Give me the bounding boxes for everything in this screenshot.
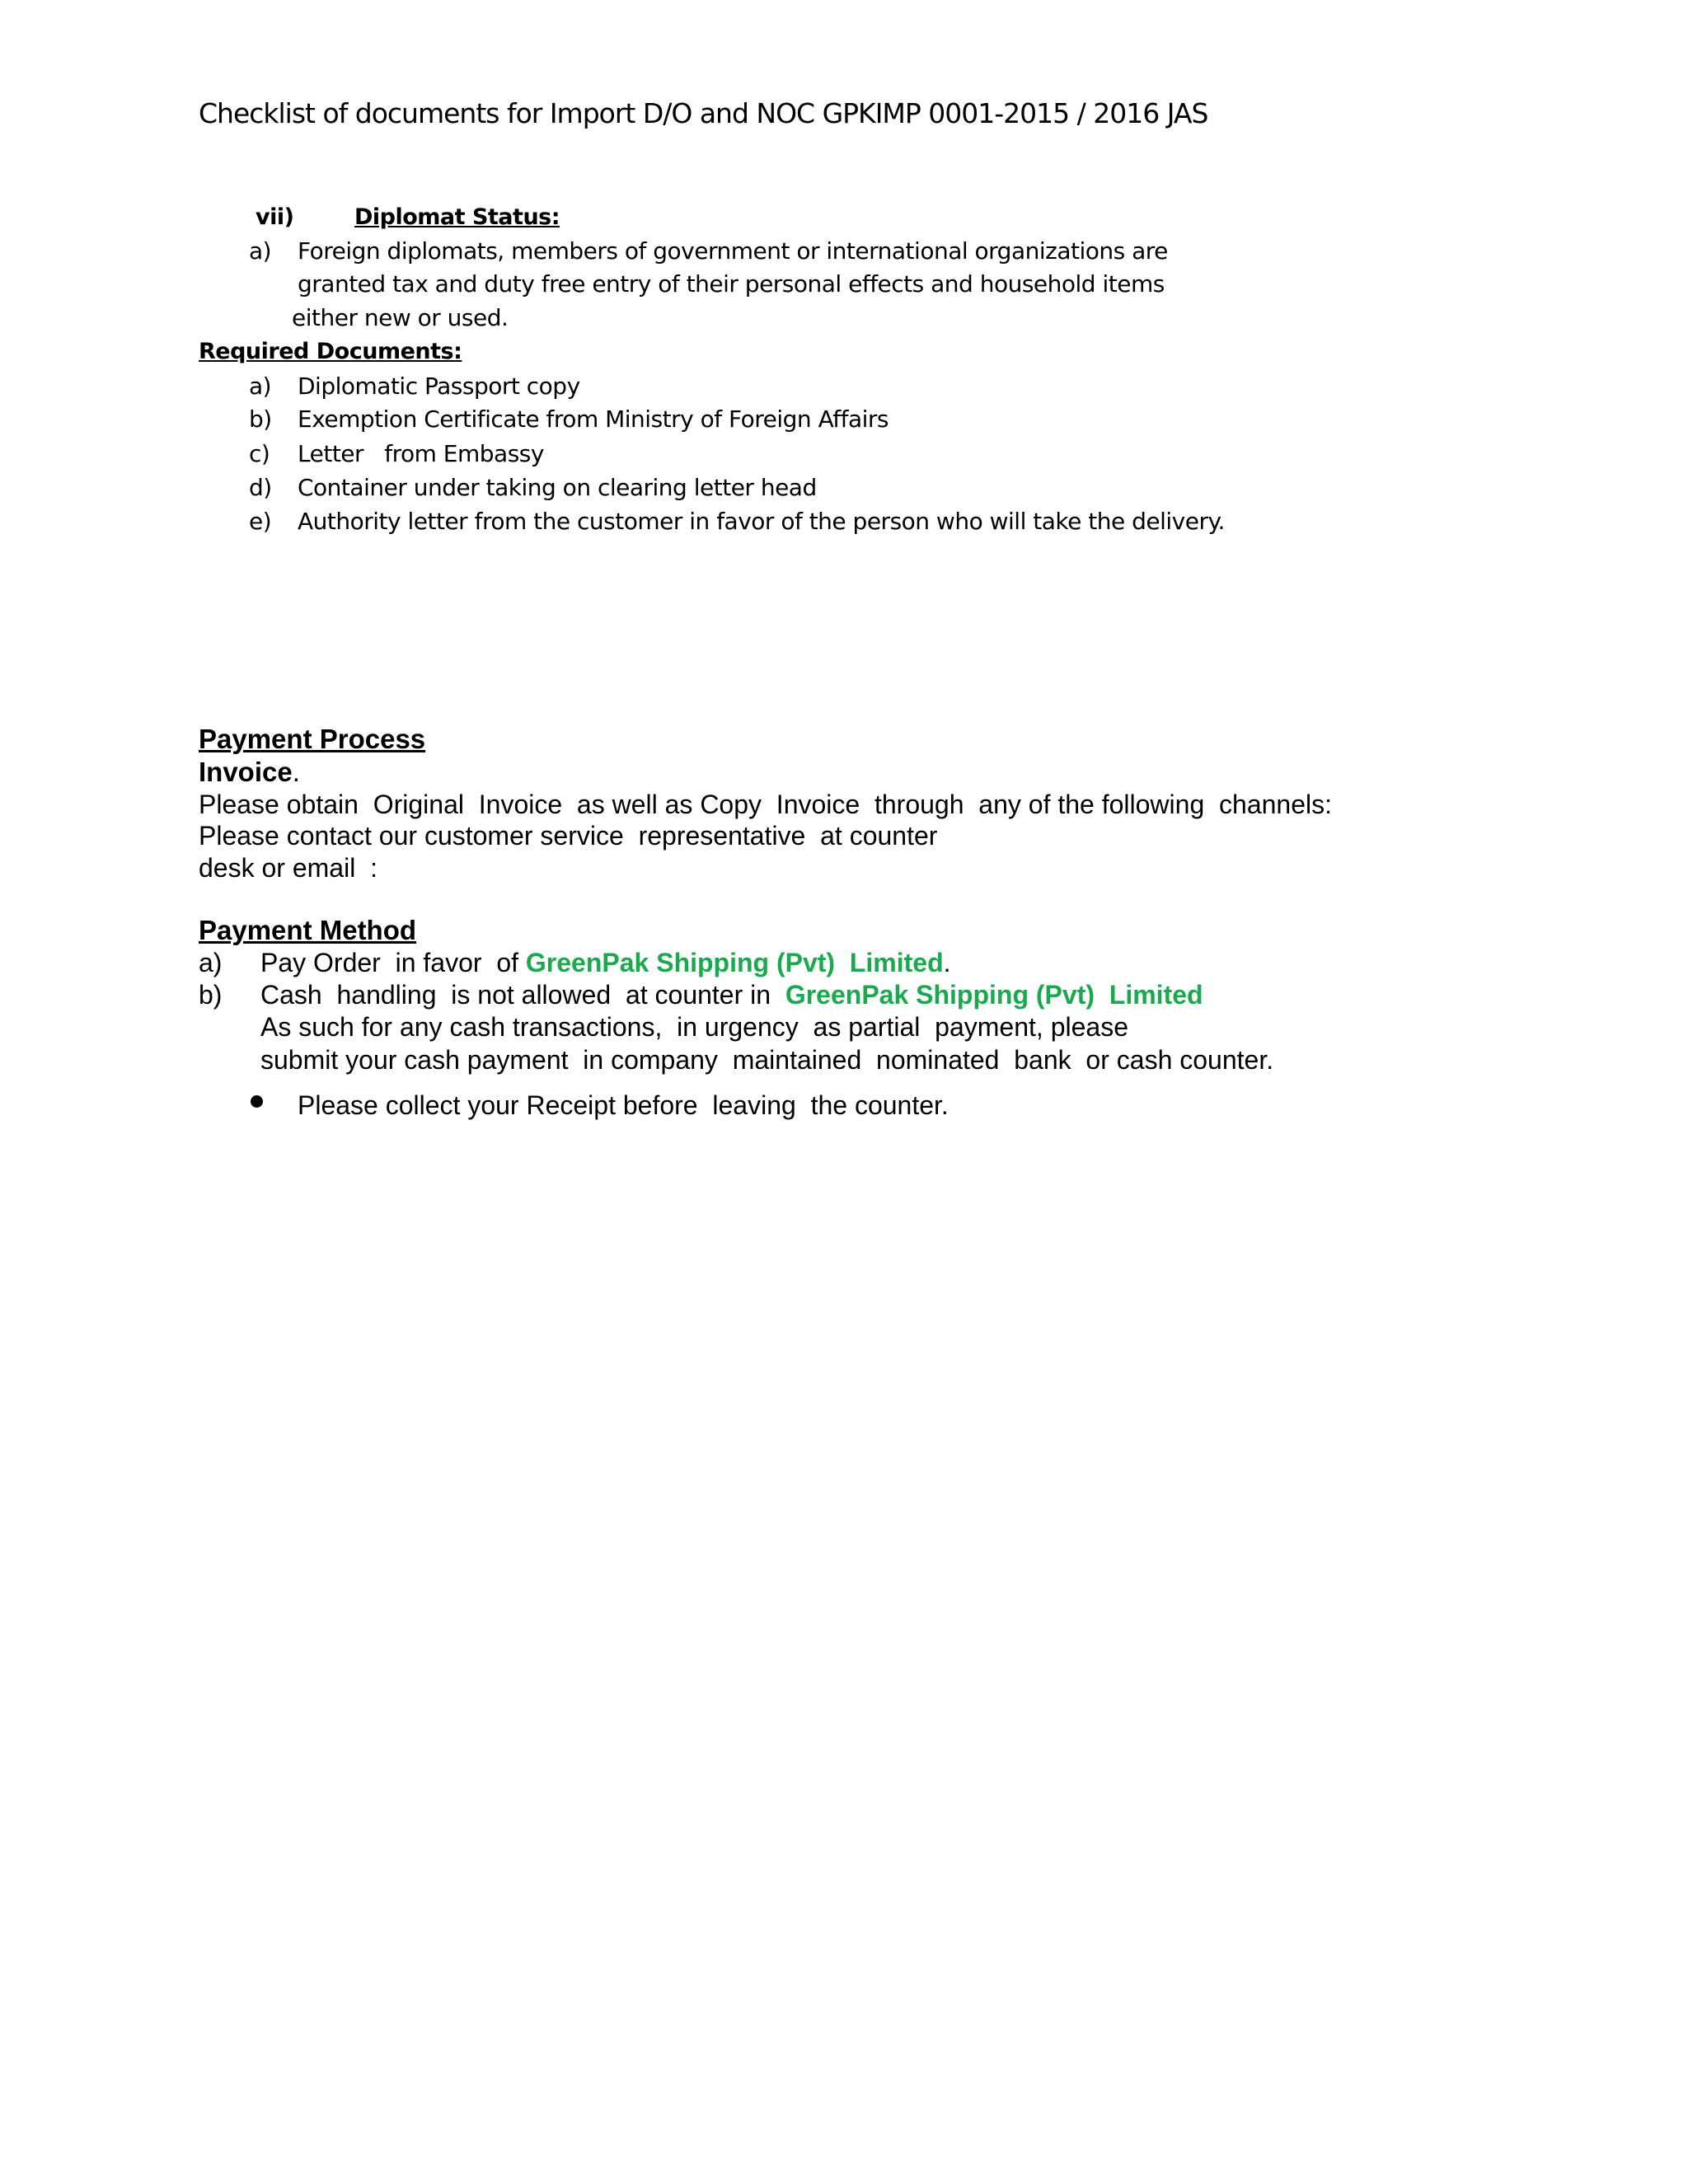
- section-heading-diplomat-status: Diplomat Status:: [354, 204, 560, 230]
- list-item: Authority letter from the customer in favor of the person who will take the delivery.: [298, 508, 1225, 535]
- company-name: GreenPak Shipping (Pvt) Limited: [785, 980, 1203, 1010]
- paragraph-line: submit your cash payment in company maintained nominated bank or cash counter.: [260, 1045, 1274, 1075]
- paragraph-line: desk or email :: [199, 853, 377, 883]
- section-heading-required-documents: Required Documents:: [199, 339, 462, 364]
- paragraph-line: As such for any cash transactions, in urgency as partial payment, please: [260, 1012, 1128, 1042]
- list-marker: b): [249, 405, 272, 433]
- paragraph-line: Please obtain Original Invoice as well as Copy Invoice through any of the following channels:: [199, 790, 1332, 819]
- payment-item-a: [260, 948, 951, 978]
- diplomat-text-line: either new or used.: [292, 304, 509, 331]
- invoice-heading-text: Invoice: [199, 757, 293, 787]
- bullet-item: Please collect your Receipt before leaving the counter.: [298, 1090, 949, 1120]
- list-marker: a): [249, 237, 272, 265]
- list-marker: b): [199, 980, 223, 1010]
- bullet-icon: [251, 1095, 263, 1108]
- paragraph-line: Please contact our customer service representative at counter: [199, 821, 938, 851]
- payment-item-b-text: Cash handling is not allowed at counter in: [260, 980, 785, 1010]
- diplomat-text-line: Foreign diplomats, members of government or international organizations are: [298, 237, 1168, 265]
- section-heading-payment-method: Payment Method: [199, 915, 417, 945]
- invoice-heading: [199, 757, 300, 788]
- list-marker: c): [249, 440, 270, 467]
- page-title: Checklist of documents for Import D/O and NOC GPKIMP 0001-2015 / 2016 JAS: [199, 97, 1208, 129]
- list-item: Container under taking on clearing letter head: [298, 474, 817, 501]
- list-marker: d): [249, 474, 272, 501]
- section-number: vii): [256, 204, 294, 230]
- list-item: Diplomatic Passport copy: [298, 373, 580, 400]
- list-marker: a): [249, 373, 272, 400]
- diplomat-text-line: granted tax and duty free entry of their personal effects and household items: [298, 270, 1165, 298]
- list-marker: e): [249, 508, 272, 535]
- payment-item-a-text: Pay Order in favor of: [260, 948, 526, 977]
- invoice-heading-period: .: [292, 757, 300, 787]
- section-heading-payment-process: Payment Process: [199, 724, 426, 754]
- payment-item-b: [260, 980, 1203, 1010]
- list-item: Exemption Certificate from Ministry of Foreign Affairs: [298, 405, 889, 433]
- list-item: Letter from Embassy: [298, 440, 544, 467]
- payment-item-a-end: .: [943, 948, 951, 977]
- list-marker: a): [199, 948, 223, 977]
- company-name: GreenPak Shipping (Pvt) Limited: [525, 948, 944, 977]
